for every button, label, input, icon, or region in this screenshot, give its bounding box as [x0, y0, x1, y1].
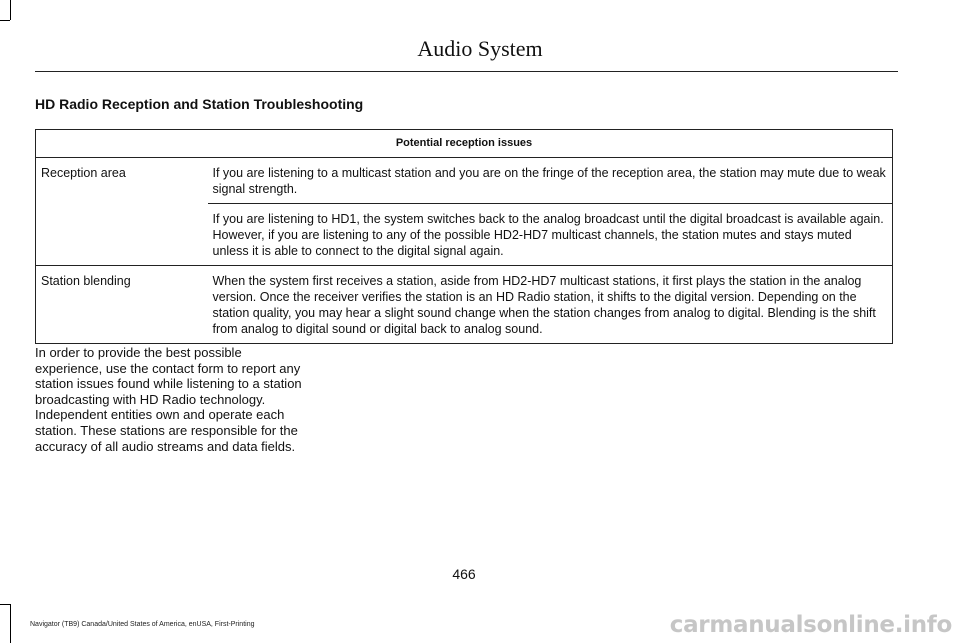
- table-description-cell: If you are listening to HD1, the system switches back to the analog broadcast until the digital broadcast is available again. However, if you are listening to any of the possible HD2-HD7 multicast channels, the station mutes and stays muted unless it is able to connect to the digital signal again.: [208, 204, 893, 266]
- page-number: 466: [452, 566, 476, 582]
- crop-mark-bottom-left-horizontal: [0, 604, 10, 605]
- table-row: [36, 158, 893, 204]
- header-divider: [35, 71, 898, 72]
- table-category-cell: Reception area: [36, 158, 208, 266]
- publication-footer: Navigator (TB9) Canada/United States of America, enUSA, First-Printing: [30, 621, 255, 628]
- crop-mark-top-left-horizontal: [0, 20, 10, 21]
- table-description-cell: When the system first receives a station, aside from HD2-HD7 multicast stations, it first plays the station in the analog version. Once the receiver verifies the station is an HD Radio station, it shifts to the digital version. Depending on the station quality, you may hear a slight sound change when the station changes from analog to digital. Blending is the shift from analog to digital sound or digital back to analog sound.: [208, 266, 893, 344]
- reception-issues-table: [35, 129, 893, 344]
- section-heading: HD Radio Reception and Station Troubleshooting: [35, 96, 364, 112]
- table-row: [36, 266, 893, 344]
- watermark-logo: carmanualsonline.info: [669, 612, 952, 638]
- page-header-title: Audio System: [417, 36, 543, 61]
- body-paragraph: In order to provide the best possible experience, use the contact form to report any station issues found while listening to a station broadcasting with HD Radio technology. Independent entities own and operate each station. These stations are responsible for the accuracy of all audio streams and data fields.: [35, 345, 302, 454]
- table-category-cell: Station blending: [36, 266, 208, 344]
- crop-mark-top-left-vertical: [10, 0, 11, 20]
- table-description-cell: If you are listening to a multicast station and you are on the fringe of the reception area, the station may mute due to weak signal strength.: [208, 158, 893, 204]
- table-header-row: [36, 130, 893, 158]
- table-header-cell: Potential reception issues: [36, 130, 893, 158]
- crop-mark-bottom-left-vertical: [10, 604, 11, 643]
